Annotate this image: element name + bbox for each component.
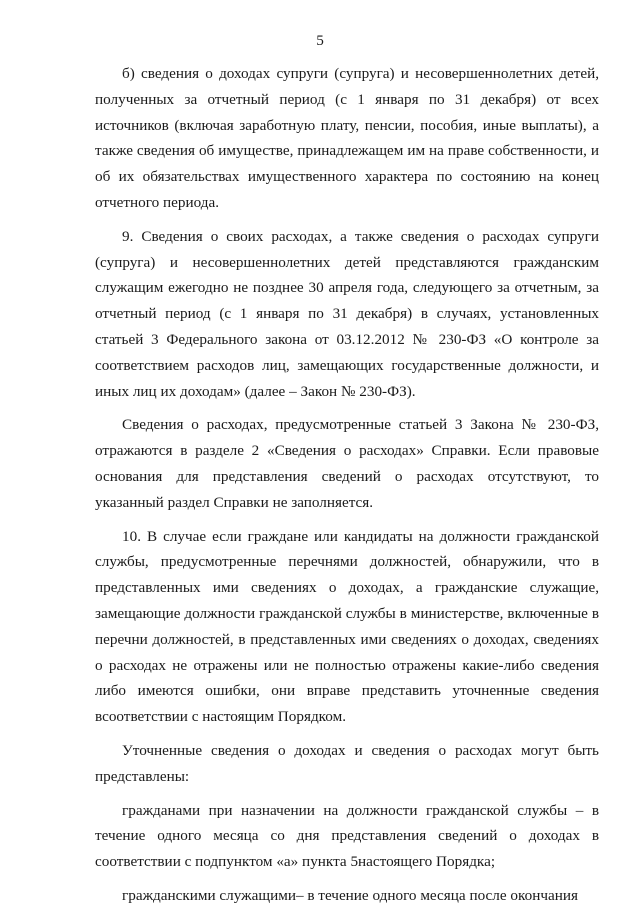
page-number: 5	[316, 32, 324, 49]
paragraph-corrected-info: Уточненные сведения о доходах и сведения о расходах могут быть представлены:	[95, 741, 599, 785]
paragraph-10-corrections: 10. В случае если граждане или кандидаты на должности гражданской службы, предусмотренные перечнями должностей, обнаружили, что в представленных ими сведениях о доходах, а гражданские служащие, замещающие должности гражданской службы в министерстве, включенные в перечни должностей, в представленных ими сведениях о доходах, сведениях о расходах не отражены или не полностью отражены какие-либо сведения либо имеются ошибки, они вправе представить уточненные сведения всоответствии с настоящим Порядком.	[95, 527, 599, 726]
paragraph-citizens-deadline: гражданами при назначении на должности гражданской службы – в течение одного месяца со дня представления сведений о доходах в соответствии с подпунктом «а» пункта 5настоящего Порядка;	[95, 801, 599, 871]
document-body	[95, 61, 599, 909]
paragraph-spouse-income: б) сведения о доходах супруги (супруга) и несовершеннолетних детей, полученных за отчетный период (с 1 января по 31 декабря) от всех источников (включая заработную плату, пенсии, пособия, иные выплаты), а также сведения об имуществе, принадлежащем им на праве собственности, и об их обязательствах имущественного характера по состоянию на конец отчетного периода.	[95, 65, 599, 211]
paragraph-9-expenses: 9. Сведения о своих расходах, а также сведения о расходах супруги (супруга) и несовершеннолетних детей представляются гражданским служащим ежегодно не позднее 30 апреля года, следующего за отчетным, за отчетный период (с 1 января по 31 декабря) в случаях, установленных статьей 3 Федерального закона от 03.12.2012 № 230-ФЗ «О контроле за соответствием расходов лиц, замещающих государственные должности, и иных лиц их доходам» (далее – Закон № 230-ФЗ).	[95, 227, 599, 400]
paragraph-expenses-section: Сведения о расходах, предусмотренные статьей 3 Закона № 230-ФЗ, отражаются в разделе 2 «Сведения о расходах» Справки. Если правовые основания для представления сведений о расходах отсутствуют, то указанный раздел Справки не заполняется.	[95, 416, 599, 511]
paragraph-servants-deadline: гражданскими служащими– в течение одного месяца после окончания	[122, 886, 578, 904]
